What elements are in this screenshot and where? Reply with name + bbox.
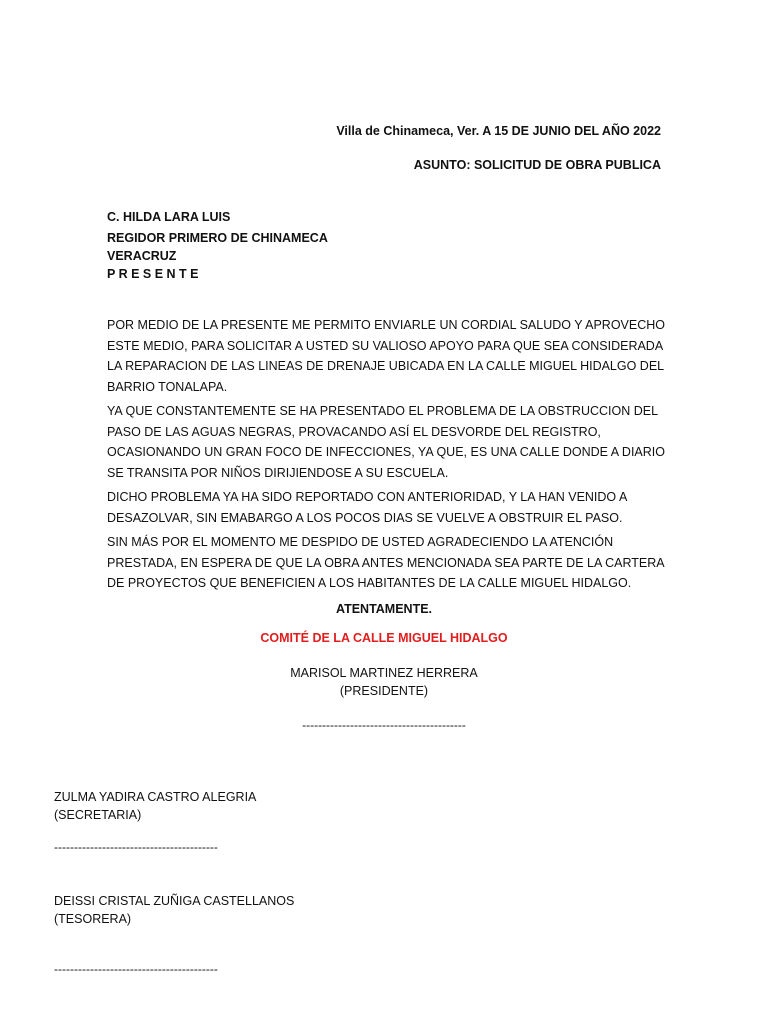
recipient-state: VERACRUZ [107, 249, 177, 263]
member-role: (TESORERA) [54, 912, 132, 926]
president-role: (PRESIDENTE) [339, 684, 429, 698]
letter-body [107, 315, 667, 598]
body-paragraph: POR MEDIO DE LA PRESENTE ME PERMITO ENVIARLE UN CORDIAL SALUDO Y APROVECHO ESTE MEDIO, PARA SOLICITAR A USTED SU VALIOSO APOYO PARA QUE SEA CONSIDERADA LA REPARACION DE LAS LINEAS DE DRENAJE UBICADA EN LA CALLE MIGUEL HIDALGO DEL BARRIO TONALAPA. [107, 318, 666, 394]
member-name: DEISSI CRISTAL ZUÑIGA CASTELLANOS [54, 894, 295, 908]
recipient-name: C. HILDA LARA LUIS [107, 210, 231, 224]
member-tesorera [54, 892, 294, 928]
secretaria-signature-line: ----------------------------------------- [54, 840, 218, 854]
tesorera-signature-line: ----------------------------------------- [54, 962, 218, 976]
recipient-block [107, 208, 328, 283]
recipient-position: REGIDOR PRIMERO DE CHINAMECA [107, 231, 328, 245]
recipient-presente: P R E S E N T E [107, 267, 199, 281]
president-signature-line: ----------------------------------------- [302, 718, 466, 732]
member-name: ZULMA YADIRA CASTRO ALEGRIA [54, 790, 257, 804]
member-secretaria [54, 788, 256, 824]
member-role: (SECRETARIA) [54, 808, 142, 822]
president-name: MARISOL MARTINEZ HERRERA [290, 666, 478, 680]
committee-name: COMITÉ DE LA CALLE MIGUEL HIDALGO [260, 631, 508, 645]
body-paragraph: YA QUE CONSTANTEMENTE SE HA PRESENTADO EL PROBLEMA DE LA OBSTRUCCION DEL PASO DE LAS AGUAS NEGRAS, PROVACANDO ASÍ EL DESVORDE DEL REGISTRO, OCASIONANDO UN GRAN FOCO DE INFECCIONES, YA QUE, ES UNA CALLE DONDE A DIARIO SE TRANSITA POR NIÑOS DIRIJIENDOSE A SU ESCUELA. [107, 404, 665, 480]
closing-atentamente: ATENTAMENTE. [335, 602, 433, 616]
body-paragraph: DICHO PROBLEMA YA HA SIDO REPORTADO CON ANTERIORIDAD, Y LA HAN VENIDO A DESAZOLVAR, SIN EMABARGO A LOS POCOS DIAS SE VUELVE A OBSTRUIR EL PASO. [107, 490, 627, 525]
place-date-line: Villa de Chinameca, Ver. A 15 DE JUNIO DEL AÑO 2022 [336, 124, 661, 138]
subject-line: ASUNTO: SOLICITUD DE OBRA PUBLICA [413, 158, 661, 172]
body-paragraph: SIN MÁS POR EL MOMENTO ME DESPIDO DE USTED AGRADECIENDO LA ATENCIÓN PRESTADA, EN ESPERA DE QUE LA OBRA ANTES MENCIONADA SEA PARTE DE LA CARTERA DE PROYECTOS QUE BENEFICIEN A LOS HABITANTES DE LA CALLE MIGUEL HIDALGO. [107, 535, 664, 590]
